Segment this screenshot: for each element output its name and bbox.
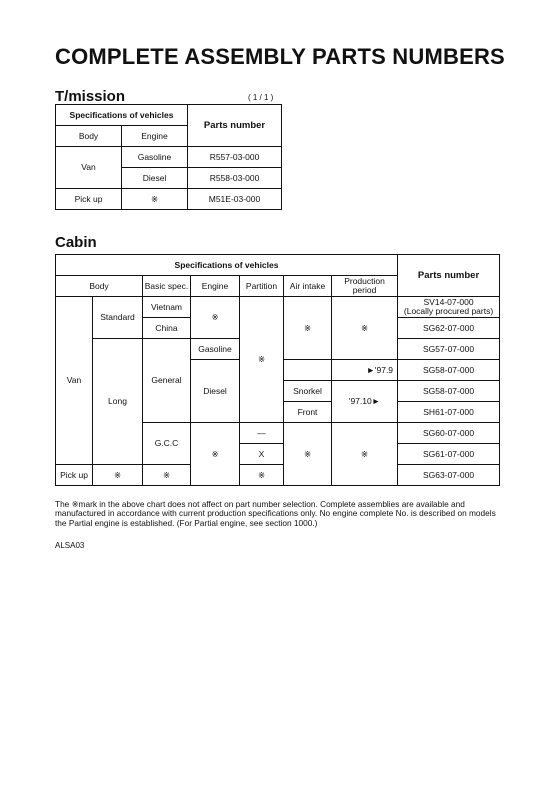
page-indicator: ( 1 / 1 ) [248,93,274,102]
cabin-col-partition: Partition [240,276,284,297]
cabin-table [55,254,500,486]
cabin-body-van: Van [56,297,93,465]
tm-body-pickup: Pick up [56,189,122,210]
cabin-part-number: SG62-07-000 [398,318,500,339]
cabin-header-parts: Parts number [398,255,500,297]
cabin-pickup-partition-mark: ※ [240,465,284,486]
tm-header-specs: Specifications of vehicles [56,105,188,126]
cabin-period-until-97-9: ►'97.9 [332,360,398,381]
cabin-title: Cabin [55,234,97,251]
tm-part-number: R557-03-000 [188,147,282,168]
cabin-air-intake-front: Front [284,402,332,423]
footnote: The ※mark in the above chart does not affect on part number selection. Complete assemblies are available and manufactured in accordance with current production specifications only. No engine complete No. is described on models the Partial engine is established. (For Partial engine, see section 1000.) [55,499,496,528]
cabin-engine-diesel: Diesel [191,360,240,423]
cabin-part-number: SG57-07-000 [398,339,500,360]
cabin-part-number [398,297,500,318]
cabin-partition-mark: ※ [240,297,284,423]
cabin-air-intake-mark: ※ [284,297,332,360]
tm-engine-mark: ※ [122,189,188,210]
cabin-part-number: SH61-07-000 [398,402,500,423]
cabin-part-number: SG58-07-000 [398,381,500,402]
cabin-pickup-mark: ※ [93,465,143,486]
cabin-air-intake-mark: ※ [284,423,332,486]
cabin-spec-china: China [143,318,191,339]
cabin-body-standard: Standard [93,297,143,339]
cabin-engine-gasoline: Gasoline [191,339,240,360]
tm-engine-diesel: Diesel [122,168,188,189]
document-code: ALSA03 [55,541,85,550]
cabin-part-number: SG63-07-000 [398,465,500,486]
cabin-col-engine: Engine [191,276,240,297]
cabin-part-number: SG61-07-000 [398,444,500,465]
tm-body-van: Van [56,147,122,189]
cabin-period-from-97-10: '97.10► [332,381,398,423]
cabin-body-long: Long [93,339,143,465]
cabin-spec-general: General [143,339,191,423]
cabin-partition-dash: — [240,423,284,444]
cabin-part-note: (Locally procured parts) [403,306,494,316]
page-title: COMPLETE ASSEMBLY PARTS NUMBERS [55,44,505,69]
cabin-air-intake-snorkel: Snorkel [284,381,332,402]
cabin-engine-mark: ※ [191,423,240,486]
cabin-col-basic-spec: Basic spec. [143,276,191,297]
transmission-title: T/mission [55,88,126,105]
tm-col-engine: Engine [122,126,188,147]
cabin-period-mark: ※ [332,297,398,360]
tm-part-number: M51E-03-000 [188,189,282,210]
cabin-part-number: SG58-07-000 [398,360,500,381]
cabin-col-air-intake: Air intake [284,276,332,297]
cabin-period-mark: ※ [332,423,398,486]
cabin-body-pickup: Pick up [56,465,93,486]
cabin-pickup-spec-mark: ※ [143,465,191,486]
tm-col-body: Body [56,126,122,147]
tm-header-parts: Parts number [188,105,282,147]
transmission-table [55,104,282,210]
cabin-spec-gcc: G.C.C [143,423,191,465]
tm-part-number: R558-03-000 [188,168,282,189]
cabin-engine-mark: ※ [191,297,240,339]
cabin-spec-vietnam: Vietnam [143,297,191,318]
cabin-partition-x: X [240,444,284,465]
cabin-part-number-text: SV14-07-000 [423,297,474,308]
cabin-header-specs: Specifications of vehicles [56,255,398,276]
cabin-air-intake-blank [284,360,332,381]
cabin-col-body: Body [56,276,143,297]
cabin-part-number: SG60-07-000 [398,423,500,444]
tm-engine-gasoline: Gasoline [122,147,188,168]
cabin-col-production-period: Production period [332,276,398,297]
